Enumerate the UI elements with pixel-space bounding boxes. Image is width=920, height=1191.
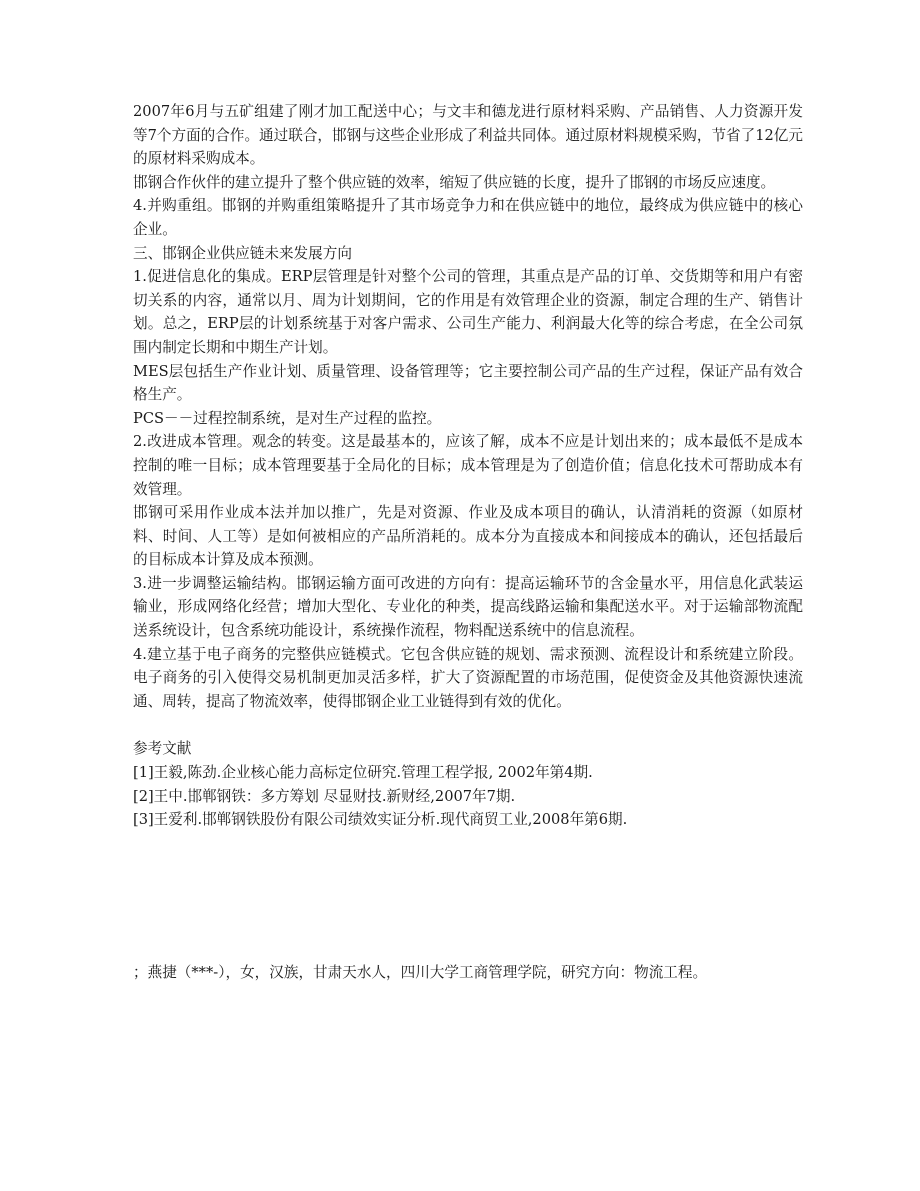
paragraph-ecommerce: 4.建立基于电子商务的完整供应链模式。它包含供应链的规划、需求预测、流程设计和系统建立阶段。电子商务的引入使得交易机制更加灵活多样，扩大了资源配置的市场范围，促使资金及其他资源快速流通、周转，提高了物流效率，使得邯钢企业工业链得到有效的优化。: [133, 645, 803, 710]
paragraph-transport: 3.进一步调整运输结构。邯钢运输方面可改进的方向有：提高运输环节的含金量水平，用信息化武装运输业，形成网络化经营；增加大型化、专业化的种类，提高线路运输和集配送水平。对于运输部物流配送系统设计，包含系统功能设计，系统操作流程，物料配送系统中的信息流程。: [133, 574, 803, 640]
paragraph-pcs: PCS－－过程控制系统，是对生产过程的监控。: [133, 409, 442, 427]
paragraph-merger: 4.并购重组。邯钢的并购重组策略提升了其市场竞争力和在供应链中的地位，最终成为供应链中的核心企业。: [133, 197, 803, 238]
references-title: 参考文献: [133, 740, 192, 758]
section-spacer: [133, 713, 803, 737]
paragraph-erp: 1.促进信息化的集成。ERP层管理是针对整个公司的管理，其重点是产品的订单、交货期等和用户有密切关系的内容，通常以月、周为计划期间，它的作用是有效管理企业的资源，制定合理的生产、销售计划。总之，ERP层的计划系统基于对客户需求、公司生产能力、利润最大化等的综合考虑，在全公司氛围内制定长期和中期生产计划。: [133, 268, 803, 356]
section-heading-future: 三、邯钢企业供应链未来发展方向: [133, 244, 352, 262]
author-note: ；燕捷（***-），女，汉族，甘肃天水人，四川大学工商管理学院，研究方向：物流工程。: [133, 964, 708, 981]
paragraph-partners: 邯钢合作伙伴的建立提升了整个供应链的效率，缩短了供应链的长度，提升了邯钢的市场反应速度。: [133, 173, 776, 191]
reference-item: [2]王中.邯郸钢铁：多方筹划 尽显财技.新财经,2007年7期.: [133, 787, 516, 805]
paragraph-cost-management: 2.改进成本管理。观念的转变。这是最基本的，应该了解，成本不应是计划出来的；成本最低不是成本控制的唯一目标；成本管理要基于全局化的目标；成本管理是为了创造价值；信息化技术可帮助成本有效管理。: [133, 433, 803, 498]
references-list: [133, 761, 803, 832]
reference-item: [3]王爱利.邯郸钢铁股份有限公司绩效实证分析.现代商贸工业,2008年第6期.: [133, 811, 628, 829]
paragraph-cooperation: 2007年6月与五矿组建了刚才加工配送中心；与文丰和德龙进行原材料采购、产品销售、人力资源开发等7个方面的合作。通过联合，邯钢与这些企业形成了利益共同体。通过原材料规模采购，节省了12亿元的原材料采购成本。: [133, 103, 803, 168]
paragraph-activity-costing: 邯钢可采用作业成本法并加以推广，先是对资源、作业及成本项目的确认，认清消耗的资源（如原材料、时间、人工等）是如何被相应的产品所消耗的。成本分为直接成本和间接成本的确认，还包括最后的目标成本计算及成本预测。: [133, 504, 803, 569]
reference-item: [1]王毅,陈劲.企业核心能力高标定位研究.管理工程学报, 2002年第4期.: [133, 764, 593, 782]
paragraph-mes: MES层包括生产作业计划、质量管理、设备管理等；它主要控制公司产品的生产过程，保证产品有效合格生产。: [133, 362, 803, 404]
document-body: [133, 100, 803, 832]
